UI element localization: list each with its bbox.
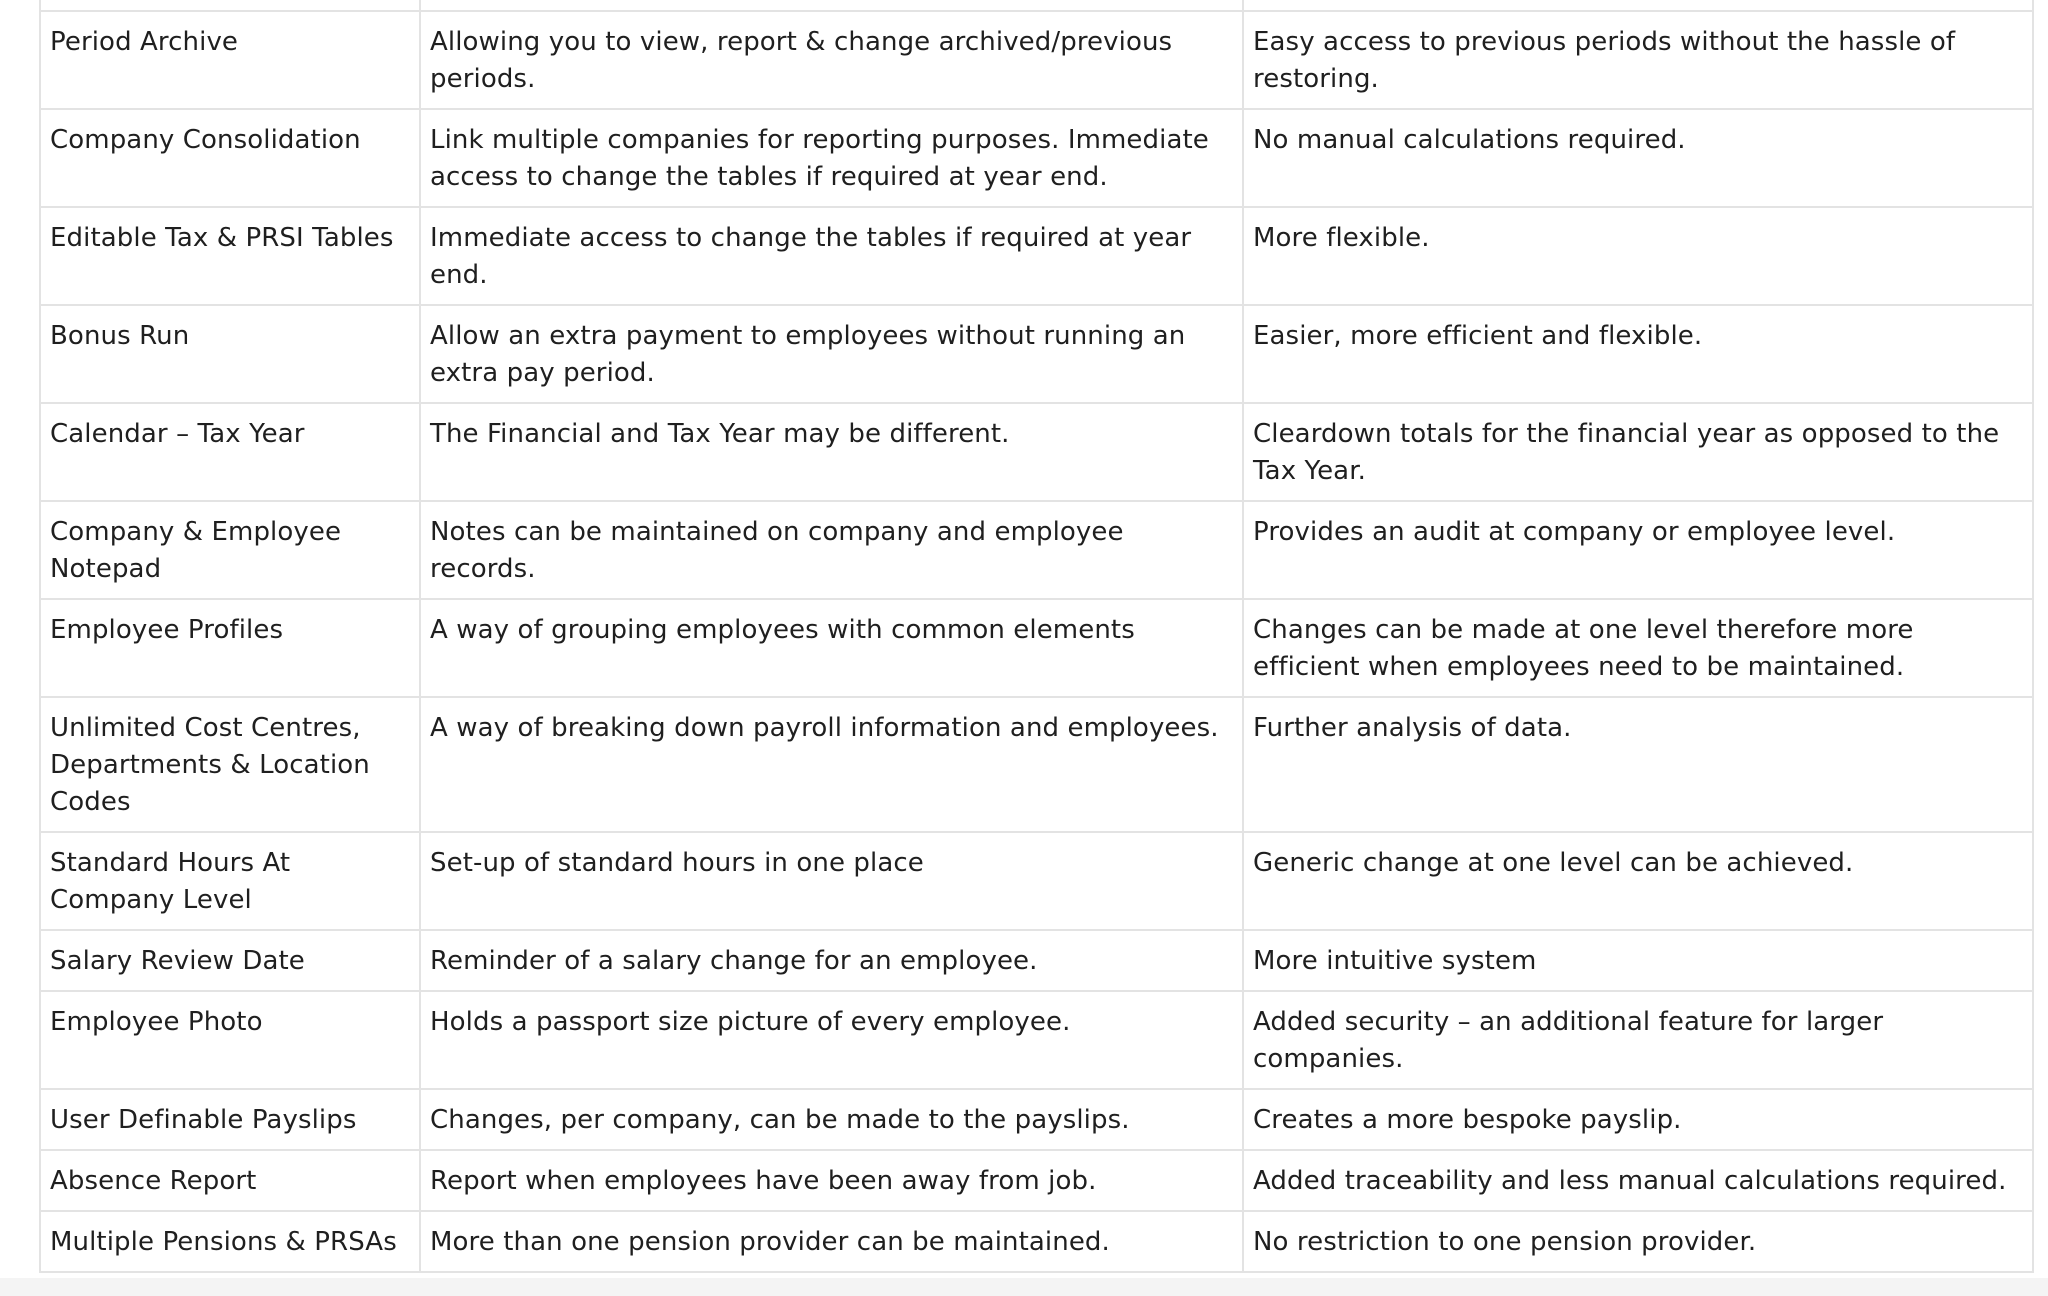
table-row: [40, 501, 2033, 599]
benefit-cell: Creates a more bespoke payslip.: [1243, 1089, 2033, 1150]
benefit-cell: Changes can be made at one level therefore more efficient when employees need to be maintained.: [1243, 599, 2033, 697]
description-cell: A way of breaking down payroll information and employees.: [420, 697, 1243, 832]
feature-cell: Company Consolidation: [40, 109, 420, 207]
table-row: [40, 11, 2033, 109]
table-row: [40, 1211, 2033, 1272]
table-cell: [1243, 0, 2033, 11]
feature-cell: Bonus Run: [40, 305, 420, 403]
description-cell: Allowing you to view, report & change archived/previous periods.: [420, 11, 1243, 109]
table-row: [40, 1150, 2033, 1211]
description-cell: Immediate access to change the tables if required at year end.: [420, 207, 1243, 305]
description-cell: Link multiple companies for reporting purposes. Immediate access to change the tables if required at year end.: [420, 109, 1243, 207]
benefit-cell: No restriction to one pension provider.: [1243, 1211, 2033, 1272]
table-row: [40, 930, 2033, 991]
feature-cell: Employee Photo: [40, 991, 420, 1089]
feature-cell: User Definable Payslips: [40, 1089, 420, 1150]
table-row: [40, 207, 2033, 305]
benefit-cell: No manual calculations required.: [1243, 109, 2033, 207]
feature-table: [39, 0, 2034, 1273]
table-row: [40, 403, 2033, 501]
benefit-cell: More flexible.: [1243, 207, 2033, 305]
description-cell: Notes can be maintained on company and employee records.: [420, 501, 1243, 599]
table-cell: [420, 0, 1243, 11]
table-row: [40, 697, 2033, 832]
benefit-cell: Cleardown totals for the financial year as opposed to the Tax Year.: [1243, 403, 2033, 501]
table-row: [40, 599, 2033, 697]
feature-cell: Absence Report: [40, 1150, 420, 1211]
feature-cell: Company & Employee Notepad: [40, 501, 420, 599]
feature-cell: Standard Hours At Company Level: [40, 832, 420, 930]
feature-cell: Unlimited Cost Centres, Departments & Location Codes: [40, 697, 420, 832]
description-cell: Report when employees have been away from job.: [420, 1150, 1243, 1211]
benefit-cell: Easier, more efficient and flexible.: [1243, 305, 2033, 403]
benefit-cell: Provides an audit at company or employee level.: [1243, 501, 2033, 599]
feature-cell: Employee Profiles: [40, 599, 420, 697]
description-cell: The Financial and Tax Year may be different.: [420, 403, 1243, 501]
description-cell: Set-up of standard hours in one place: [420, 832, 1243, 930]
benefit-cell: Generic change at one level can be achieved.: [1243, 832, 2033, 930]
feature-cell: Editable Tax & PRSI Tables: [40, 207, 420, 305]
feature-cell: Calendar – Tax Year: [40, 403, 420, 501]
feature-cell: Multiple Pensions & PRSAs: [40, 1211, 420, 1272]
table-row: [40, 991, 2033, 1089]
description-cell: Holds a passport size picture of every employee.: [420, 991, 1243, 1089]
table-row: [40, 832, 2033, 930]
description-cell: Allow an extra payment to employees without running an extra pay period.: [420, 305, 1243, 403]
page-bottom-edge: [0, 1278, 2048, 1296]
benefit-cell: More intuitive system: [1243, 930, 2033, 991]
table-row-cut-off: [40, 0, 2033, 11]
description-cell: Changes, per company, can be made to the payslips.: [420, 1089, 1243, 1150]
benefit-cell: Added traceability and less manual calculations required.: [1243, 1150, 2033, 1211]
feature-cell: Period Archive: [40, 11, 420, 109]
table-row: [40, 1089, 2033, 1150]
feature-cell: Salary Review Date: [40, 930, 420, 991]
benefit-cell: Further analysis of data.: [1243, 697, 2033, 832]
table-row: [40, 109, 2033, 207]
benefit-cell: Added security – an additional feature for larger companies.: [1243, 991, 2033, 1089]
description-cell: A way of grouping employees with common elements: [420, 599, 1243, 697]
table-row: [40, 305, 2033, 403]
benefit-cell: Easy access to previous periods without the hassle of restoring.: [1243, 11, 2033, 109]
description-cell: More than one pension provider can be maintained.: [420, 1211, 1243, 1272]
table-cell: [40, 0, 420, 11]
description-cell: Reminder of a salary change for an employee.: [420, 930, 1243, 991]
